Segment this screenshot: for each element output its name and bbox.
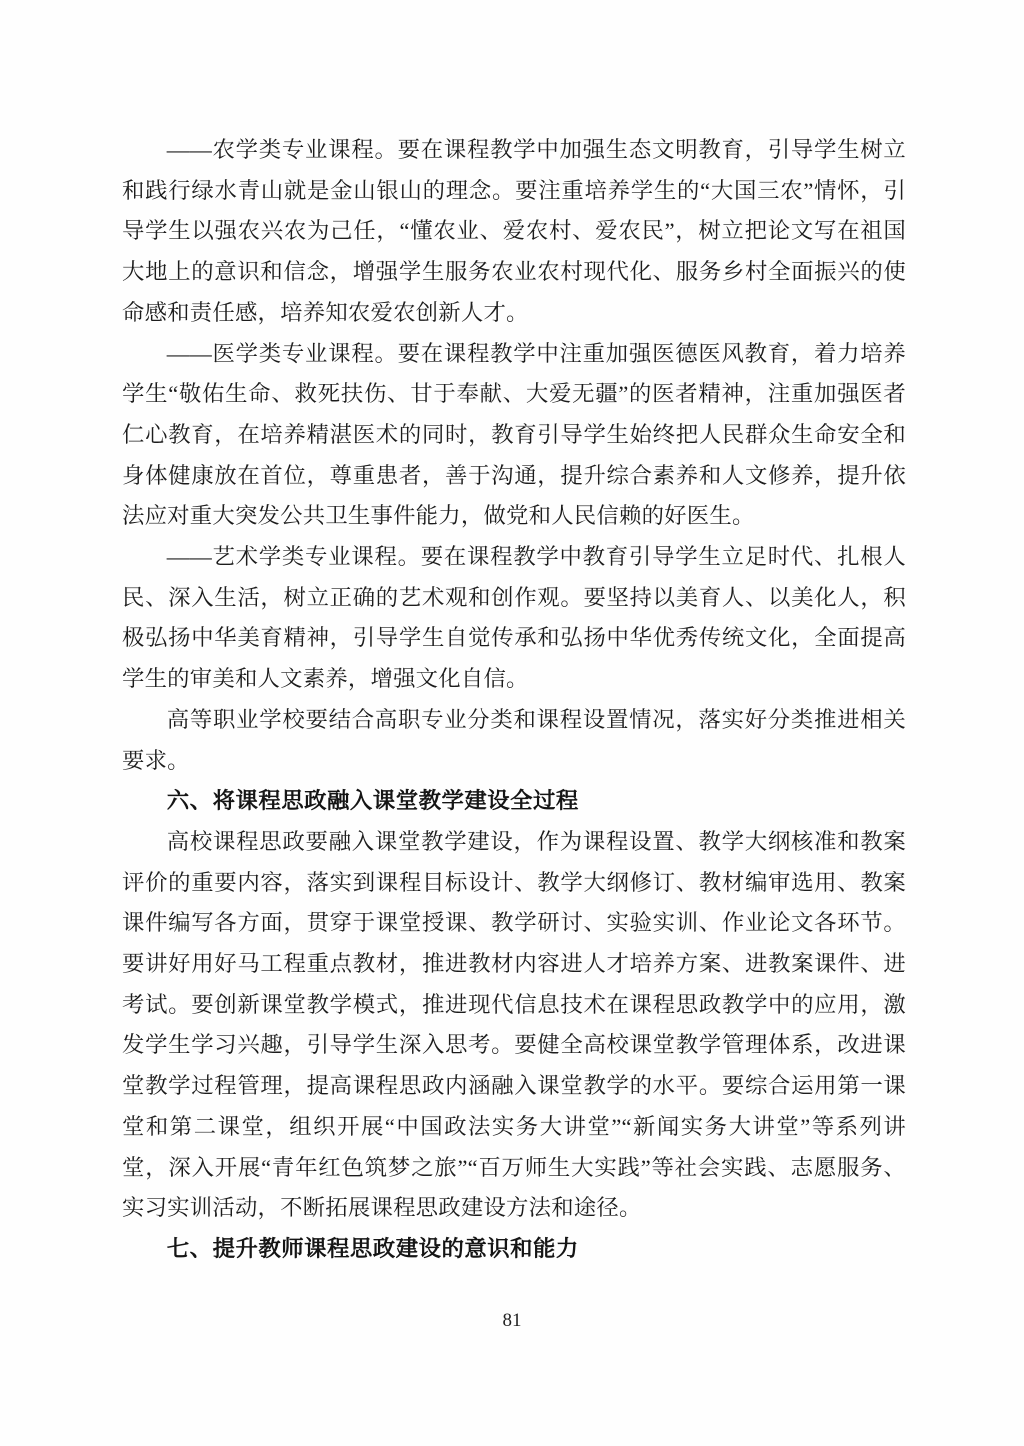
paragraph-section-six-body: 高校课程思政要融入课堂教学建设，作为课程设置、教学大纲核准和教案评价的重要内容，落实到课程目标设计、教学大纲修订、教材编审选用、教案课件编写各方面，贯穿于课堂授课、教学研讨、实验实训、作业论文各环节。要讲好用好马工程重点教材，推进教材内容进人才培养方案、进教案课件、进考试。要创新课堂教学模式，推进现代信息技术在课程思政教学中的应用，激发学生学习兴趣，引导学生深入思考。要健全高校课堂教学管理体系，改进课堂教学过程管理，提高课程思政内涵融入课堂教学的水平。要综合运用第一课堂和第二课堂，组织开展“中国政法实务大讲堂”“新闻实务大讲堂”等系列讲堂，深入开展“青年红色筑梦之旅”“百万师生大实践”等社会实践、志愿服务、实习实训活动，不断拓展课程思政建设方法和途径。 [122, 828, 906, 1221]
document-body [122, 130, 906, 1270]
section-heading-seven: 七、提升教师课程思政建设的意识和能力 [166, 1235, 579, 1261]
paragraph-medical-courses: ——医学类专业课程。要在课程教学中注重加强医德医风教育，着力培养学生“敬佑生命、救死扶伤、甘于奉献、大爱无疆”的医者精神，注重加强医者仁心教育，在培养精湛医术的同时，教育引导学生始终把人民群众生命安全和身体健康放在首位，尊重患者，善于沟通，提升综合素养和人文修养，提升依法应对重大突发公共卫生事件能力，做党和人民信赖的好医生。 [122, 340, 906, 529]
paragraph-vocational-schools: 高等职业学校要结合高职专业分类和课程设置情况，落实好分类推进相关要求。 [122, 706, 906, 773]
section-heading-six: 六、将课程思政融入课堂教学建设全过程 [166, 788, 579, 814]
page-footer [0, 1310, 1024, 1332]
paragraph-agriculture-courses: ——农学类专业课程。要在课程教学中加强生态文明教育，引导学生树立和践行绿水青山就是金山银山的理念。要注重培养学生的“大国三农”情怀，引导学生以强农兴农为己任，“懂农业、爱农村、爱农民”，树立把论文写在祖国大地上的意识和信念，增强学生服务农业农村现代化、服务乡村全面振兴的使命感和责任感，培养知农爱农创新人才。 [122, 137, 906, 325]
paragraph-art-courses: ——艺术学类专业课程。要在课程教学中教育引导学生立足时代、扎根人民、深入生活，树立正确的艺术观和创作观。要坚持以美育人、以美化人，积极弘扬中华美育精神，引导学生自觉传承和弘扬中华优秀传统文化，全面提高学生的审美和人文素养，增强文化自信。 [122, 544, 906, 692]
page-number: 81 [502, 1310, 522, 1331]
